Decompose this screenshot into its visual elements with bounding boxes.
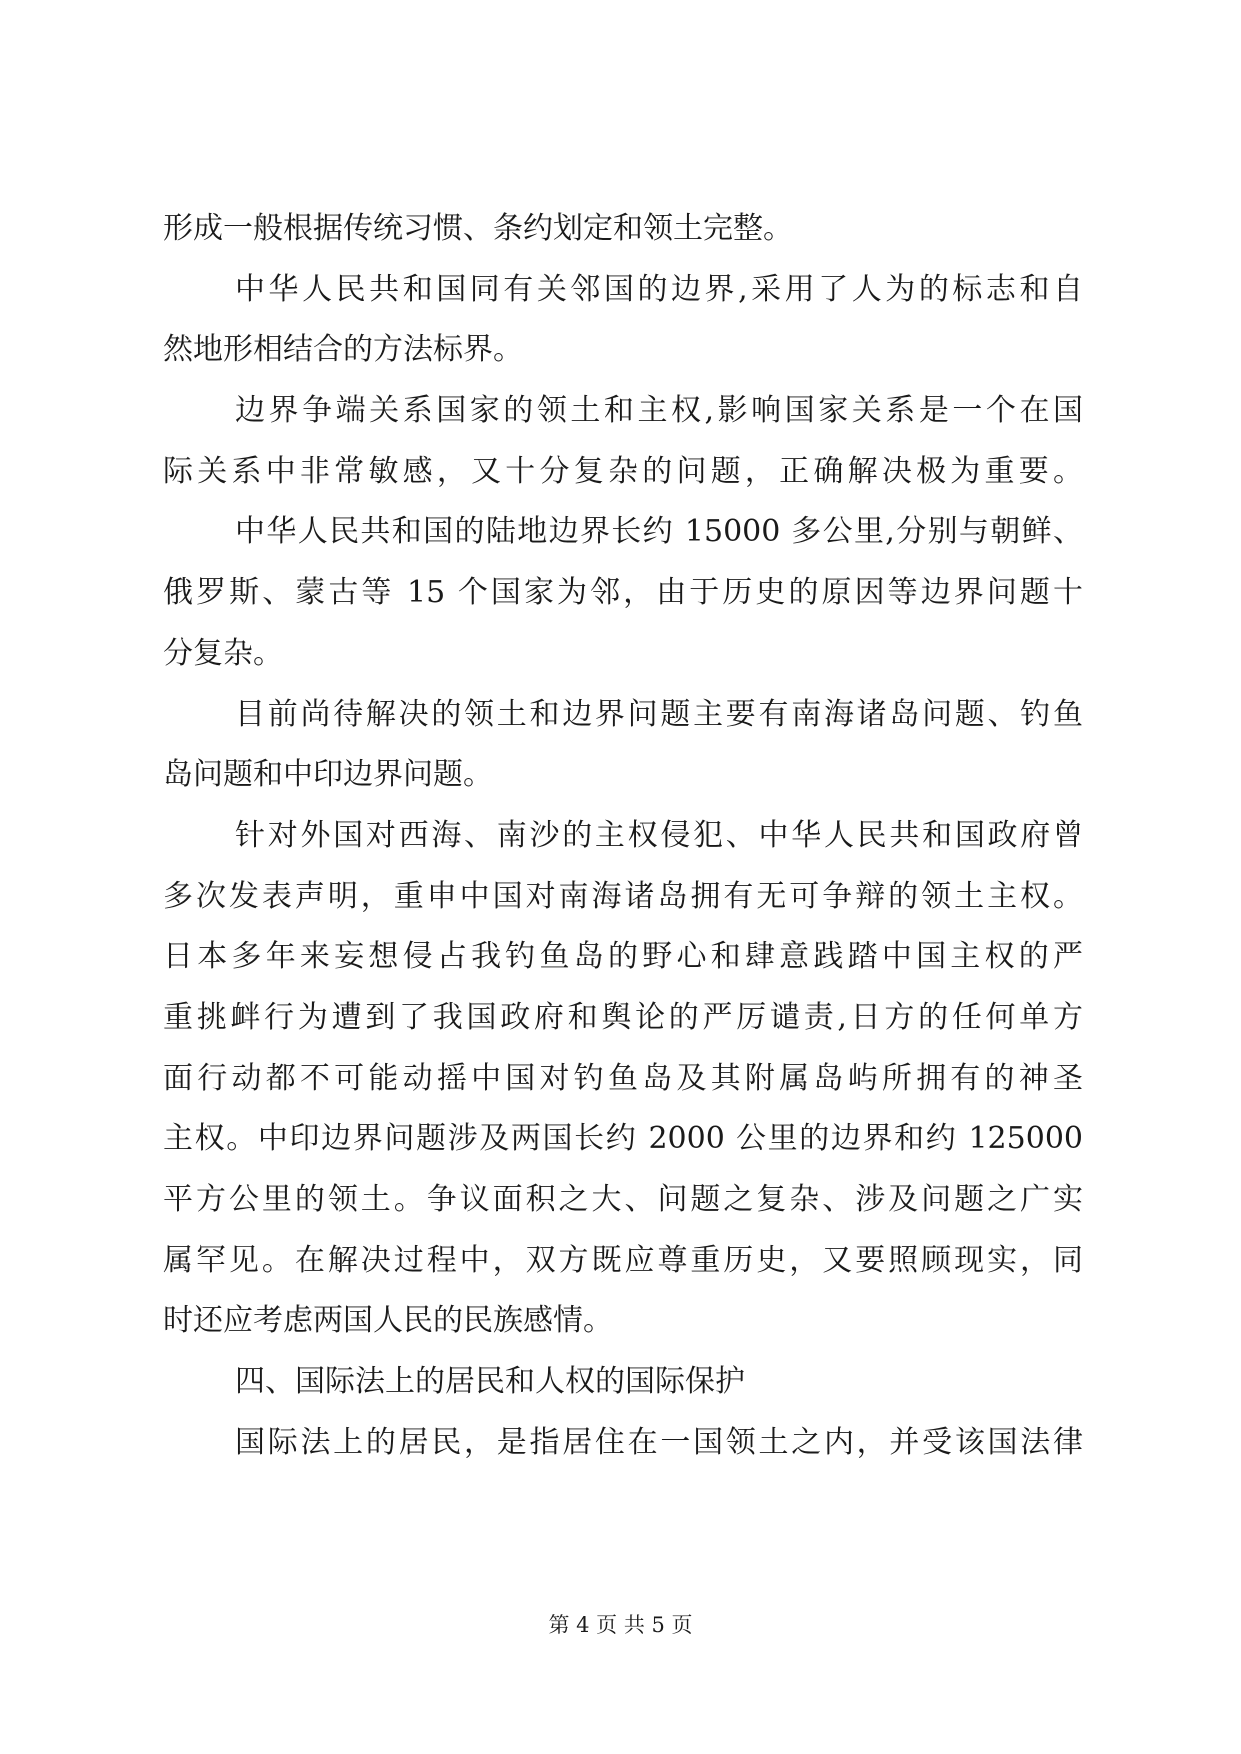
text-line-content: 面行动都不可能动摇中国对钓鱼岛及其附属岛屿所拥有的神圣: [163, 1060, 1083, 1096]
text-line: [163, 563, 1083, 624]
text-line: [163, 1049, 1083, 1110]
text-line-content: 时还应考虑两国人民的民族感情。: [163, 1303, 613, 1339]
text-line-content: 形成一般根据传统习惯、条约划定和领土完整。: [163, 211, 793, 246]
text-line-content: 四、国际法上的居民和人权的国际保护: [235, 1364, 745, 1400]
text-line-content: 然地形相结合的方法标界。: [163, 332, 523, 368]
text-line: [163, 442, 1083, 503]
text-line: [163, 320, 1083, 381]
text-line-content: 际关系中非常敏感，又十分复杂的问题，正确解决极为重要。: [163, 453, 1083, 489]
text-line-content: 目前尚待解决的领土和边界问题主要有南海诸岛问题、钓鱼: [235, 696, 1083, 732]
text-line: [163, 927, 1083, 988]
text-line: [163, 1170, 1083, 1231]
text-line-content: 俄罗斯、蒙古等 15 个国家为邻，由于历史的原因等边界问题十: [163, 575, 1083, 611]
document-body: [163, 199, 1083, 1473]
text-line-content: 中华人民共和国同有关邻国的边界,采用了人为的标志和自: [235, 271, 1083, 307]
text-line: [163, 685, 1083, 746]
page-footer: 第 4 页 共 5 页: [548, 1613, 693, 1637]
text-line: [163, 260, 1083, 321]
text-line-content: 针对外国对西海、南沙的主权侵犯、中华人民共和国政府曾: [235, 817, 1083, 853]
text-line-content: 属罕见。在解决过程中，双方既应尊重历史，又要照顾现实，同: [163, 1242, 1083, 1278]
text-line-content: 重挑衅行为遭到了我国政府和舆论的严厉谴责,日方的任何单方: [163, 999, 1083, 1035]
text-line: [163, 1291, 1083, 1352]
text-line: [163, 867, 1083, 928]
text-line: [163, 806, 1083, 867]
text-line: [163, 988, 1083, 1049]
text-line: [163, 1109, 1083, 1170]
text-line: [163, 199, 1083, 260]
text-line-content: 边界争端关系国家的领土和主权,影响国家关系是一个在国: [235, 393, 1083, 429]
text-line: [163, 624, 1083, 685]
text-line-content: 分复杂。: [163, 635, 283, 671]
text-line-content: 中华人民共和国的陆地边界长约 15000 多公里,分别与朝鲜、: [235, 514, 1083, 550]
text-line-content: 日本多年来妄想侵占我钓鱼岛的野心和肆意践踏中国主权的严: [163, 939, 1083, 975]
text-line-content: 国际法上的居民，是指居住在一国领土之内，并受该国法律: [235, 1424, 1083, 1460]
text-line: [163, 1413, 1083, 1474]
text-line: [163, 1352, 1083, 1413]
text-line: [163, 502, 1083, 563]
text-line: [163, 381, 1083, 442]
text-line-content: 岛问题和中印边界问题。: [163, 757, 493, 793]
text-line: [163, 1231, 1083, 1292]
text-line-content: 主权。中印边界问题涉及两国长约 2000 公里的边界和约 125000: [163, 1121, 1083, 1157]
text-line: [163, 745, 1083, 806]
text-line-content: 平方公里的领土。争议面积之大、问题之复杂、涉及问题之广实: [163, 1182, 1083, 1217]
text-line-content: 多次发表声明，重申中国对南海诸岛拥有无可争辩的领土主权。: [163, 878, 1083, 914]
